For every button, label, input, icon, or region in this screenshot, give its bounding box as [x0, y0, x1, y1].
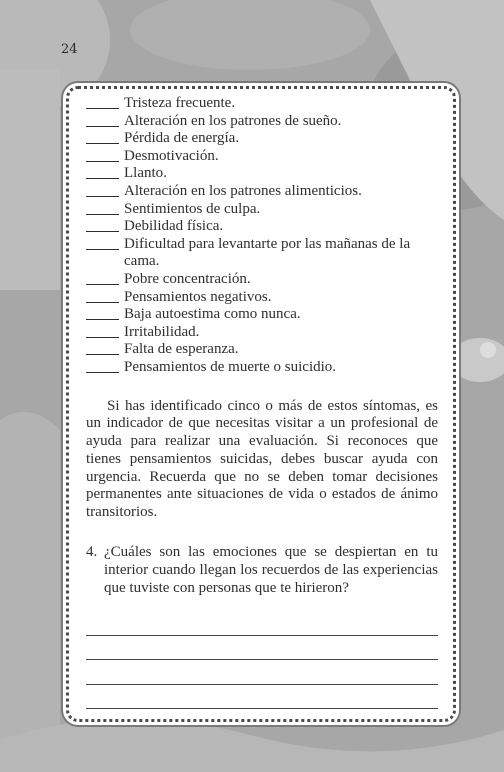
symptom-text: Pensamientos negativos.	[124, 288, 272, 305]
symptom-text: Llanto.	[124, 165, 167, 182]
checkbox-blank[interactable]	[86, 289, 119, 303]
symptom-checklist	[86, 95, 438, 377]
checkbox-blank[interactable]	[86, 306, 119, 320]
question-4	[86, 544, 438, 597]
checkbox-blank[interactable]	[86, 183, 119, 197]
checkbox-blank[interactable]	[86, 324, 119, 338]
symptom-item	[86, 218, 438, 236]
checkbox-blank[interactable]	[86, 359, 119, 373]
answer-line[interactable]	[86, 611, 438, 636]
symptom-item	[86, 95, 438, 113]
symptom-item	[86, 271, 438, 289]
checkbox-blank[interactable]	[86, 218, 119, 232]
symptom-text: Dificultad para levantarte por las mañanas de la cama.	[124, 235, 411, 270]
symptom-item	[86, 148, 438, 166]
symptom-text: Tristeza frecuente.	[124, 95, 236, 111]
symptom-item	[86, 201, 438, 219]
symptom-text: Pensamientos de muerte o suicidio.	[124, 358, 337, 375]
symptom-item	[86, 236, 438, 271]
symptom-text: Desmotivación.	[124, 147, 219, 164]
symptom-text: Baja autoestima como nunca.	[124, 306, 301, 323]
checkbox-blank[interactable]	[86, 148, 119, 162]
symptom-item	[86, 341, 438, 359]
symptom-item	[86, 306, 438, 324]
checkbox-blank[interactable]	[86, 95, 119, 109]
symptom-item	[86, 289, 438, 307]
checkbox-blank[interactable]	[86, 271, 119, 285]
symptom-text: Alteración en los patrones de sueño.	[124, 112, 342, 129]
answer-line[interactable]	[86, 660, 438, 685]
page-number: 24	[61, 42, 78, 57]
checkbox-blank[interactable]	[86, 113, 119, 127]
symptom-item	[86, 183, 438, 201]
answer-line[interactable]	[86, 685, 438, 710]
symptom-text: Irritabilidad.	[124, 323, 200, 340]
symptom-item	[86, 165, 438, 183]
symptom-text: Sentimientos de culpa.	[124, 200, 261, 217]
symptom-item	[86, 324, 438, 342]
symptom-text: Pobre concentración.	[124, 270, 251, 287]
answer-line[interactable]	[86, 636, 438, 661]
checkbox-blank[interactable]	[86, 236, 119, 250]
symptom-text: Pérdida de energía.	[124, 130, 240, 147]
answer-lines	[86, 611, 438, 709]
page-content	[86, 95, 438, 709]
symptom-item	[86, 359, 438, 377]
symptom-text: Debilidad física.	[124, 218, 224, 235]
symptom-text: Falta de esperanza.	[124, 341, 239, 358]
checkbox-blank[interactable]	[86, 341, 119, 355]
symptom-item	[86, 113, 438, 131]
checkbox-blank[interactable]	[86, 165, 119, 179]
question-number: 4.	[86, 544, 98, 561]
question-text: ¿Cuáles son las emociones que se despiertan en tu interior cuando llegan los recuerdos de las experiencias que tuviste con personas que te hirieron?	[104, 544, 438, 596]
info-paragraph: Si has identificado cinco o más de estos síntomas, es un indicador de que necesitas visitar a un profesional de ayuda para realizar una evaluación. Si reconoces que tienes pensamientos suicidas, debes buscar ayuda con urgencia. Recuerda que no se deben tomar decisiones permanentes ante situaciones de vida o estados de ánimo transitorios.	[86, 397, 438, 521]
checkbox-blank[interactable]	[86, 130, 119, 144]
checkbox-blank[interactable]	[86, 201, 119, 215]
symptom-text: Alteración en los patrones alimenticios.	[124, 182, 362, 199]
symptom-item	[86, 130, 438, 148]
